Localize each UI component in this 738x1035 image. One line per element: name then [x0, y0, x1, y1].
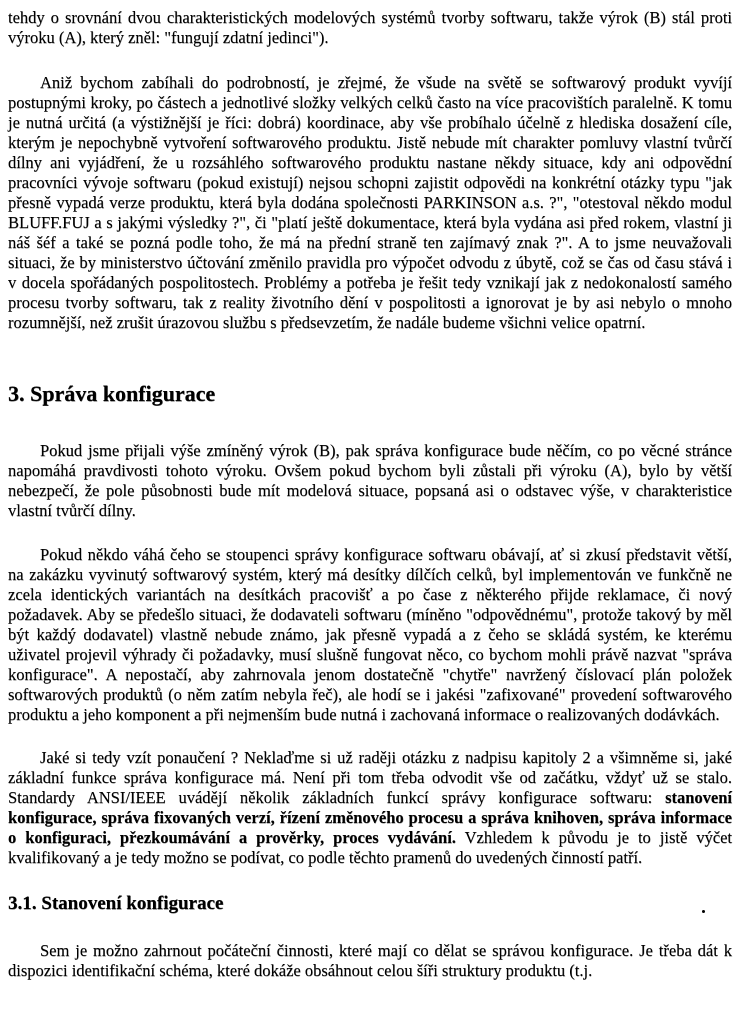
bold-function-list: stanovení konfigurace, správa fixovaných verzí, řízení změnového procesu a správa knihoven, správa informace o konfiguraci, přezkoumávání a prověrky, proces vydávání.	[8, 788, 732, 847]
section-heading: 3. Správa konfigurace	[8, 381, 216, 406]
paragraph-text-end: Vzhledem k původu je to jistě výčet kvalifikovaný a je tedy možno se podívat, co podle těchto pramenů do uvedených činností patří.	[8, 828, 732, 867]
body-paragraph-ansi-ieee	[8, 748, 732, 868]
scan-artifact-dot	[702, 910, 705, 913]
body-paragraph-identification-scheme: Sem je možno zahrnout počáteční činnosti, které mají co dělat se správou konfigurace. Je třeba dát k dispozici identifikační schéma, které dokáže obsáhnout celou šíři struktury produktu (t.j.	[8, 941, 732, 980]
body-paragraph-development: Aniž bychom zabíhali do podrobností, je zřejmé, že všude na světě se softwarový produkt vyvíjí postupnými kroky, po částech a jednotlivé složky velkých celků často na více pracovištích paralelně. K tomu je nutná určitá (a výstižnější je říci: dobrá) koordinace, aby vše probíhalo účelně z hlediska dosažení cíle, kterým je nepochybně vytvoření softwarového produktu. Jistě nebude mít charakter pomluvy vlastní tvůrčí dílny ani vyjádření, že u rozsáhlého softwarového produktu nastane někdy situace, kdy ani odpovědní pracovníci vývoje softwaru (pokud existují) nejsou schopni zajistit odpovědi na konkrétní otázky typu "jak přesně vypadá verze produktu, která byla dodána společnosti PARKINSON a.s. ?", "otestoval někdo modul BLUFF.FUJ a s jakými výsledky ?", či "platí ještě dokumentace, která byla vydána asi před rokem, vlastní ji náš šéf a také se pozná podle toho, že má na přední straně ten zajímavý znak ?". A to jsme neuvažovali situaci, že by ministerstvo účtování změnilo pravidla pro výpočet odvodu z úbytě, což se čas od času stává i v docela spořádaných pospolitostech. Problémy a potřeba je řešit tedy vznikají jak z nedokonalostí samého procesu tvorby softwaru, tak z reality životního dění v pospolitosti a ignorovat je by asi nebylo o mnoho rozumnější, než zrušit úrazovou službu s předsevzetím, že nadále budeme všichni velice opatrní.	[8, 73, 732, 332]
continuation-paragraph: tehdy o srovnání dvou charakteristických modelových systémů tvorby softwaru, takže výrok (B) stál proti výroku (A), který zněl: "fungují zdatní jedinci").	[8, 8, 732, 47]
paragraph-text-start: Jaké si tedy vzít ponaučení ? Neklaďme si už raději otázku z nadpisu kapitoly 2 a všimněme si, jaké základní funkce správa konfigurace má. Není při tom třeba odvodit vše od začátku, vždyť už se stalo. Standardy ANSI/IEEE uvádějí několik základních funkcí správy konfigurace softwaru:	[8, 748, 732, 807]
body-paragraph-statement-b: Pokud jsme přijali výše zmíněný výrok (B), pak správa konfigurace bude něčím, co po věcné stránce napomáhá pravdivosti tohoto výroku. Ovšem pokud bychom byli zůstali při výroku (A), bylo by větší nebezpečí, že pole působnosti bude mít modelová situace, popsaná asi o odstavec výše, v charakteristice vlastní tvůrčí dílny.	[8, 441, 732, 520]
subsection-heading: 3.1. Stanovení konfigurace	[8, 893, 224, 914]
body-paragraph-example-system: Pokud někdo váhá čeho se stoupenci správy konfigurace softwaru obávají, ať si zkusí představit větší, na zakázku vyvinutý softwarový systém, který má desítky dílčích celků, byl implementován ve funkčně ne zcela identických variantách na desítkách pracovišť a po čase z některého přijde reklamace, či nový požadavek. Aby se předešlo situaci, že dodavateli softwaru (míněno "odpovědnému", protože takový by měl být každý dodavatel) vlastně nebude známo, jak přesně vypadá a z čeho se skládá systém, ke kterému uživatel projevil výhrady či požadavky, musí slušně fungovat něco, co bychom mohli právě nazvat "správa konfigurace". A nepostačí, aby zahrnovala jenom dostatečně "chytře" navržený číslovací plán položek softwarových produktů (o něm zatím nebyla řeč), ale hodí se i jakési "zafixované" provedení softwarového produktu a jeho komponent a při nejmenším bude nutná i zachovaná informace o realizovaných dodávkách.	[8, 545, 732, 724]
